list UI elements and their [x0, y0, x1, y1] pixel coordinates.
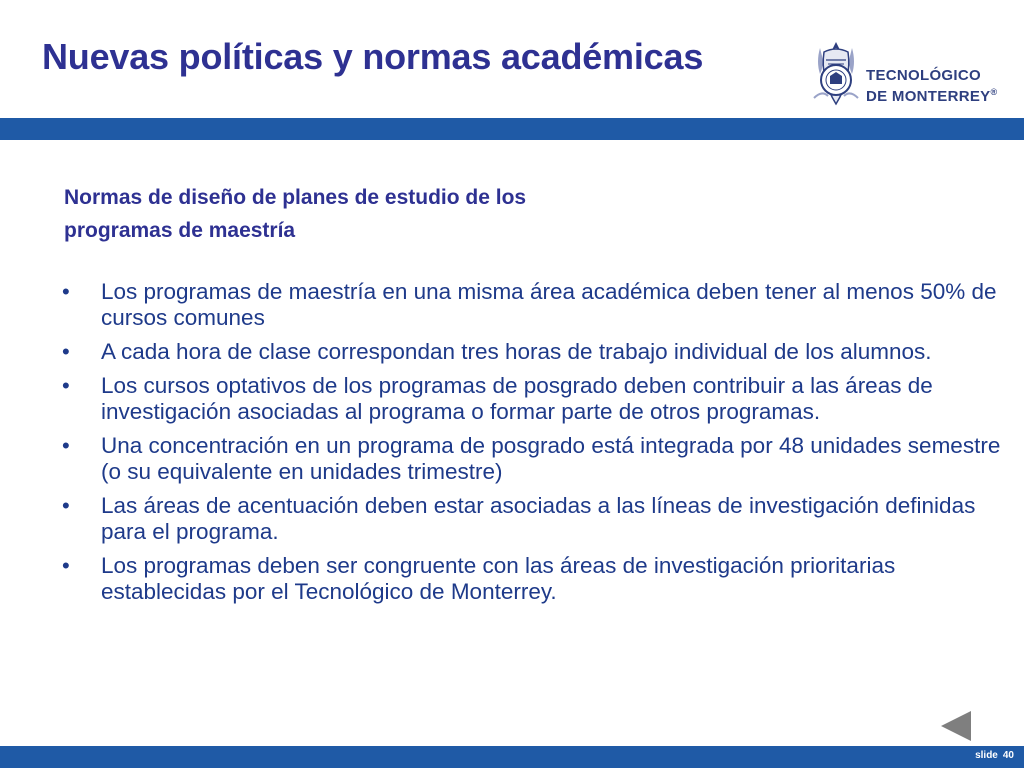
registered-mark: ®: [990, 87, 998, 97]
bullet-text: A cada hora de clase correspondan tres horas de trabajo individual de los alumnos.: [101, 339, 932, 364]
bullet-list: [60, 279, 1005, 613]
bullet-icon: •: [62, 279, 70, 304]
institution-logo: [806, 38, 1006, 110]
previous-slide-button[interactable]: [938, 710, 974, 742]
logo-wordmark: [866, 68, 997, 105]
institution-seal-icon: [806, 38, 866, 110]
subtitle-line-2: programas de maestría: [64, 219, 296, 242]
slide-number: [975, 750, 1014, 761]
slide-label: slide: [975, 750, 998, 761]
logo-line-2-text: DE MONTERREY: [866, 88, 991, 105]
subtitle-line-1: Normas de diseño de planes de estudio de los: [64, 186, 527, 209]
list-item: [60, 373, 1005, 425]
bullet-text: Los programas deben ser congruente con las áreas de investigación prioritarias establecidas por el Tecnológico de Monterrey.: [101, 553, 896, 604]
list-item: [60, 339, 1005, 365]
triangle-left-icon: [941, 711, 971, 741]
list-item: [60, 493, 1005, 545]
bullet-icon: •: [62, 553, 70, 578]
list-item: [60, 279, 1005, 331]
section-subtitle: [64, 181, 764, 247]
slide-title: Nuevas políticas y normas académicas: [42, 36, 704, 77]
logo-line-1: TECNOLÓGICO: [866, 67, 981, 84]
header-divider-bar: [0, 118, 1024, 140]
bullet-text: Una concentración en un programa de posgrado está integrada por 48 unidades semestre (o su equivalente en unidades trimestre): [101, 433, 1001, 484]
slide-number-value: 40: [1002, 750, 1014, 761]
bullet-icon: •: [62, 339, 70, 364]
bullet-icon: •: [62, 373, 70, 398]
footer-bar: [0, 746, 1024, 768]
bullet-icon: •: [62, 493, 70, 518]
bullet-icon: •: [62, 433, 70, 458]
list-item: [60, 433, 1005, 485]
bullet-text: Los programas de maestría en una misma área académica deben tener al menos 50% de cursos comunes: [101, 279, 997, 330]
list-item: [60, 553, 1005, 605]
bullet-text: Los cursos optativos de los programas de posgrado deben contribuir a las áreas de investigación asociadas al programa o formar parte de otros programas.: [101, 373, 933, 424]
bullet-text: Las áreas de acentuación deben estar asociadas a las líneas de investigación definidas para el programa.: [101, 493, 976, 544]
logo-line-2: [866, 84, 997, 105]
